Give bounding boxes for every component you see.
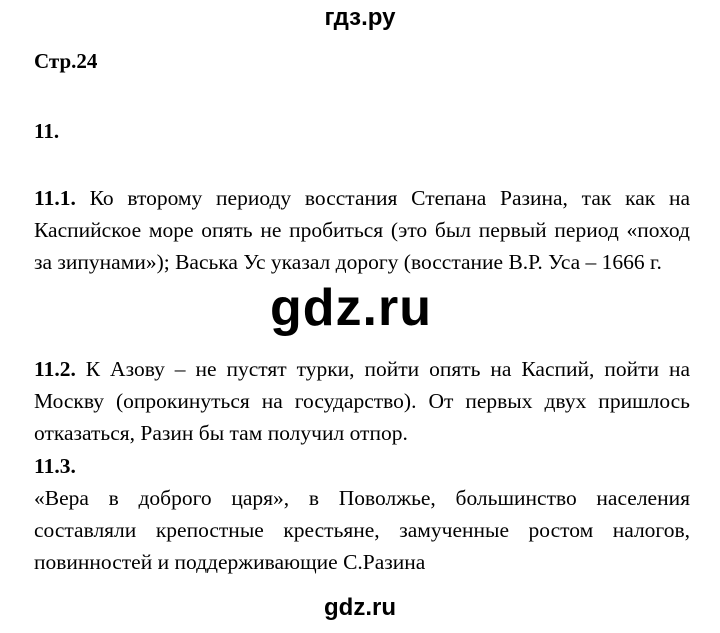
task-number: 11. [34, 119, 60, 143]
answer-11-1 [34, 182, 690, 278]
watermark-middle: gdz.ru [270, 279, 432, 337]
answer-11-2 [34, 353, 690, 449]
watermark-bottom: gdz.ru [324, 594, 396, 621]
answer-11-3-label: 11.3. [34, 454, 76, 478]
answer-11-1-label: 11.1. [34, 186, 76, 210]
page-label: Стр.24 [34, 49, 98, 73]
answer-11-1-text: Ко второму периоду восстания Степана Разина, так как на Каспийское море опять не пробиться (это был первый период «поход за зипунами»); Васька Ус указал дорогу (восстание В.Р. Уса – 1666 г. [34, 186, 690, 274]
answer-11-2-label: 11.2. [34, 357, 76, 381]
answer-11-2-text: К Азову – не пустят турки, пойти опять на Каспий, пойти на Москву (опрокинуться на государство). От первых двух пришлось отказаться, Разин бы там получил отпор. [34, 357, 690, 445]
answer-11-3-text: «Вера в доброго царя», в Поволжье, большинство населения составляли крепостные крестьяне, замученные ростом налогов, повинностей и поддерживающие С.Разина [34, 486, 690, 574]
site-header: гдз.ру [324, 4, 396, 31]
